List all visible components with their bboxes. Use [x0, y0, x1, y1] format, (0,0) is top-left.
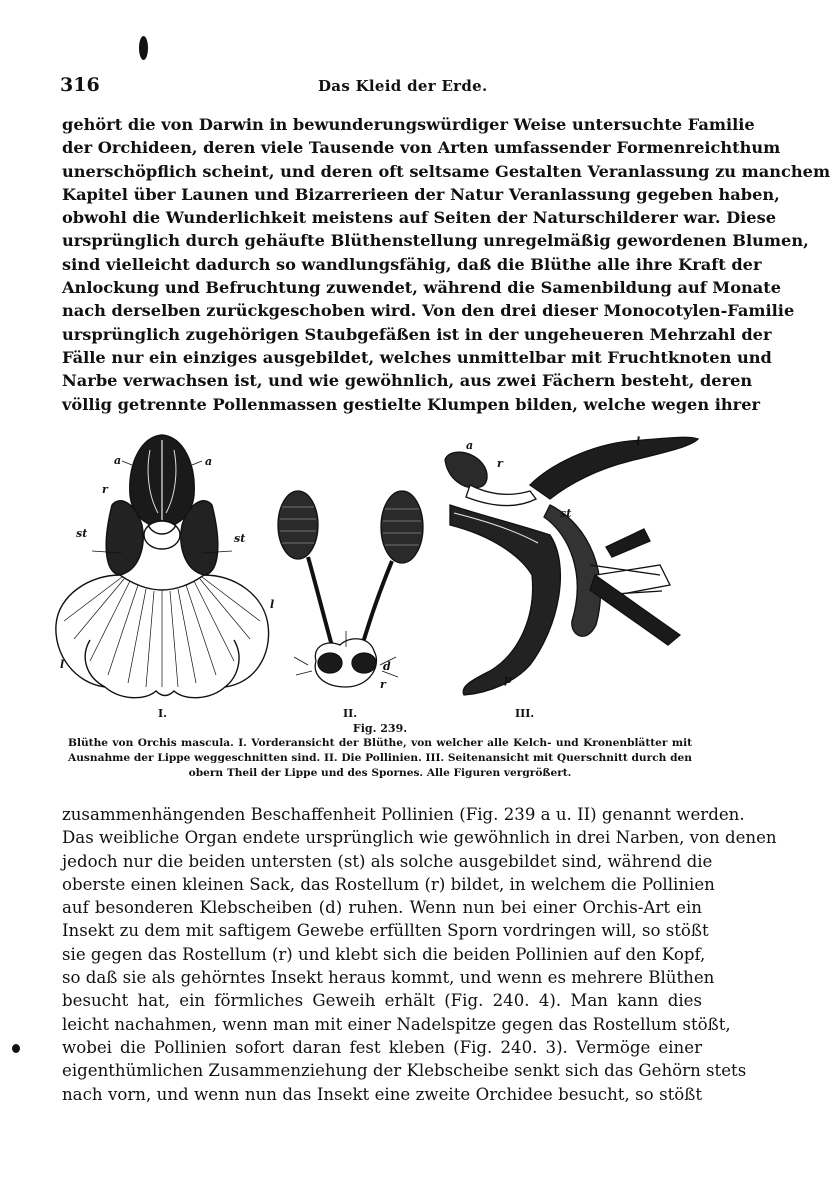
figure-caption-line: obern Theil der Lippe und des Spornes. Alle Figuren vergrößert. — [188, 767, 572, 779]
text-line: eigenthümlichen Zusammenziehung der Klebscheibe senkt sich das Gehörn stets — [62, 1061, 747, 1081]
numeral-III: III. — [515, 707, 535, 720]
text-line: Insekt zu dem mit saftigem Gewebe erfüllten Sporn vordringen will, so stößt — [62, 921, 709, 941]
text-line: gehört die von Darwin in bewunderungswürdiger Weise untersuchte Familie — [62, 115, 755, 134]
text-line: leicht nachahmen, wenn man mit einer Nadelspitze gegen das Rostellum stößt, — [62, 1014, 731, 1034]
page-header — [60, 74, 705, 98]
label-l-left: l — [60, 658, 65, 671]
label-p-3: p — [504, 673, 512, 686]
text-line: der Orchideen, deren viele Tausende von Arten umfassender Formenreichthum — [62, 138, 781, 158]
figure-1-flower-front — [56, 435, 269, 698]
figure-caption-line: Ausnahme der Lippe weggeschnitten sind. II. Die Pollinien. III. Seitenansicht mit Querschnitt durch den — [68, 752, 692, 764]
label-a-left: a — [114, 454, 122, 467]
text-line: ursprünglich zugehörigen Staubgefäßen ist in der ungeheueren Mehrzahl der — [62, 324, 772, 344]
figure-2-pollinia — [278, 491, 423, 687]
text-line: Fälle nur ein einziges ausgebildet, welches unmittelbar mit Fruchtknoten und — [62, 347, 772, 367]
label-a-3: a — [466, 439, 474, 452]
numeral-I: I. — [158, 707, 167, 720]
orchid-illustration — [50, 425, 705, 725]
figure-3-side-view — [445, 437, 698, 695]
text-line: Das weibliche Organ endete ursprünglich wie gewöhnlich in drei Narben, von denen — [62, 828, 777, 848]
label-r-1: r — [102, 483, 108, 496]
numeral-II: II. — [343, 707, 358, 720]
figure-caption-line: Blüthe von Orchis mascula. I. Vorderansicht der Blüthe, von welcher alle Kelch- und Kronenblätter mit — [68, 737, 692, 749]
ink-blot-top — [139, 36, 148, 60]
text-line: nach vorn, und wenn nun das Insekt eine zweite Orchidee besucht, so stößt — [62, 1084, 702, 1104]
label-d: d — [383, 660, 391, 673]
label-l-3: l — [636, 435, 641, 448]
label-st-left: st — [76, 527, 88, 540]
label-a-right: a — [205, 455, 213, 468]
label-st-3: st — [560, 507, 572, 520]
label-st-right: st — [234, 532, 246, 545]
text-line: besucht hat, ein förmliches Geweih erhält (Fig. 240. 4). Man kann dies — [62, 991, 702, 1011]
text-line: so daß sie als gehörntes Insekt heraus kommt, und wenn es mehrere Blüthen — [62, 968, 715, 988]
text-line: wobei die Pollinien sofort daran fest kleben (Fig. 240. 3). Vermöge einer — [62, 1037, 702, 1057]
paragraph-top — [62, 113, 830, 416]
text-line: Anlockung und Befruchtung zuwendet, während die Samenbildung auf Monate — [62, 278, 782, 298]
paragraph-bottom — [62, 803, 777, 1106]
ink-blot-left — [12, 1044, 20, 1053]
figure-caption — [68, 722, 692, 781]
text-line: auf besonderen Klebscheiben (d) ruhen. Wenn nun bei einer Orchis-Art ein — [62, 898, 702, 918]
figure-caption-title: Fig. 239. — [352, 722, 408, 735]
figure-239 — [50, 425, 705, 725]
text-line: sind vielleicht dadurch so wandlungsfähig, daß die Blüthe alle ihre Kraft der — [62, 254, 762, 274]
text-line: ursprünglich durch gehäufte Blüthenstellung unregelmäßig gewordenen Blumen, — [62, 231, 809, 251]
text-line: oberste einen kleinen Sack, das Rostellum (r) bildet, in welchem die Pollinien — [62, 874, 715, 894]
label-l-right: l — [270, 598, 275, 611]
page-number: 316 — [60, 74, 100, 96]
text-line: jedoch nur die beiden untersten (st) als solche ausgebildet sind, während die — [62, 851, 713, 871]
text-line: Narbe verwachsen ist, und wie gewöhnlich, aus zwei Fächern besteht, deren — [62, 371, 753, 391]
text-line: obwohl die Wunderlichkeit meistens auf Seiten der Naturschilderer war. Diese — [62, 208, 776, 228]
text-line: völlig getrennte Pollenmassen gestielte Klumpen bilden, welche wegen ihrer — [62, 394, 761, 414]
label-r-2: r — [380, 678, 386, 691]
label-r-3: r — [497, 457, 503, 470]
text-line: Kapitel über Launen und Bizarrerieen der Natur Veranlassung gegeben haben, — [62, 184, 780, 204]
text-line: unerschöpflich scheint, und deren oft seltsame Gestalten Veranlassung zu manchem — [62, 161, 830, 181]
text-line: zusammenhängenden Beschaffenheit Pollinien (Fig. 239 a u. II) genannt werden. — [62, 805, 745, 824]
running-head: Das Kleid der Erde. — [318, 77, 488, 95]
text-line: nach derselben zurückgeschoben wird. Von den drei dieser Monocotylen-Familie — [62, 301, 795, 321]
text-line: sie gegen das Rostellum (r) und klebt sich die beiden Pollinien auf den Kopf, — [62, 944, 706, 964]
